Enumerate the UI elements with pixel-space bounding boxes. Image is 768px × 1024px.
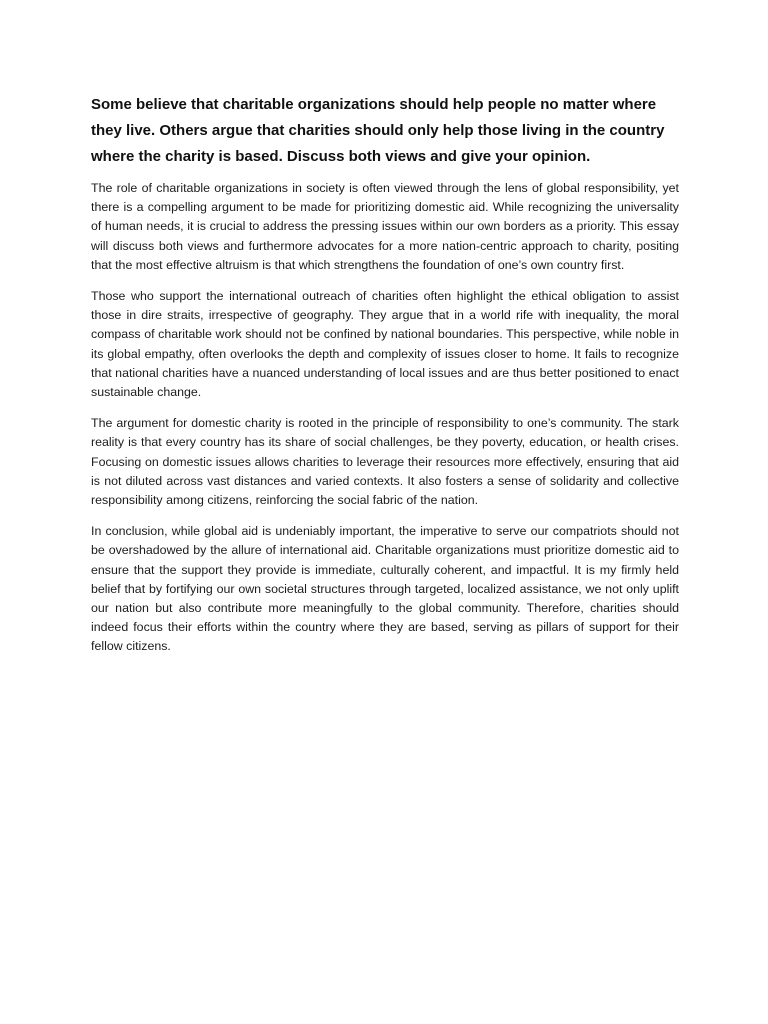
essay-paragraph-domestic-view: The argument for domestic charity is rooted in the principle of responsibility to one’s community. The stark reality is that every country has its share of social challenges, be they poverty, education, or health crises. Focusing on domestic issues allows charities to leverage their resources more effectively, ensuring that aid is not diluted across vast distances and varied contexts. It also fosters a sense of solidarity and collective responsibility among citizens, reinforcing the social fabric of the nation. [91, 416, 679, 508]
essay-paragraph-introduction: The role of charitable organizations in society is often viewed through the lens of global responsibility, yet there is a compelling argument to be made for prioritizing domestic aid. While recognizing the universality of human needs, it is crucial to address the pressing issues within our own borders as a priority. This essay will discuss both views and furthermore advocates for a more nation-centric approach to charity, positing that the most effective altruism is that which strengthens the foundation of one’s own country first. [91, 181, 679, 272]
essay-paragraph-international-view: Those who support the international outreach of charities often highlight the ethical obligation to assist those in dire straits, irrespective of geography. They argue that in a world rife with inequality, the moral compass of charitable work should not be confined by national boundaries. This perspective, while noble in its global empathy, often overlooks the depth and complexity of issues closer to home. It fails to recognize that national charities have a nuanced understanding of local issues and are thus better positioned to enact sustainable change. [91, 289, 679, 400]
document-page [91, 92, 679, 669]
essay-paragraph-conclusion: In conclusion, while global aid is undeniably important, the imperative to serve our compatriots should not be overshadowed by the allure of international aid. Charitable organizations must prioritize domestic aid to ensure that the support they provide is immediate, culturally coherent, and impactful. It is my firmly held belief that by fortifying our own societal structures through targeted, localized assistance, we not only uplift our nation but also contribute more meaningfully to the global community. Therefore, charities should indeed focus their efforts within the country where they are based, serving as pillars of support for their fellow citizens. [91, 524, 679, 654]
essay-prompt-title: Some believe that charitable organizations should help people no matter where they live. Others argue that charities should only help those living in the country where the charity is based. Discuss both views and give your opinion. [91, 96, 665, 165]
